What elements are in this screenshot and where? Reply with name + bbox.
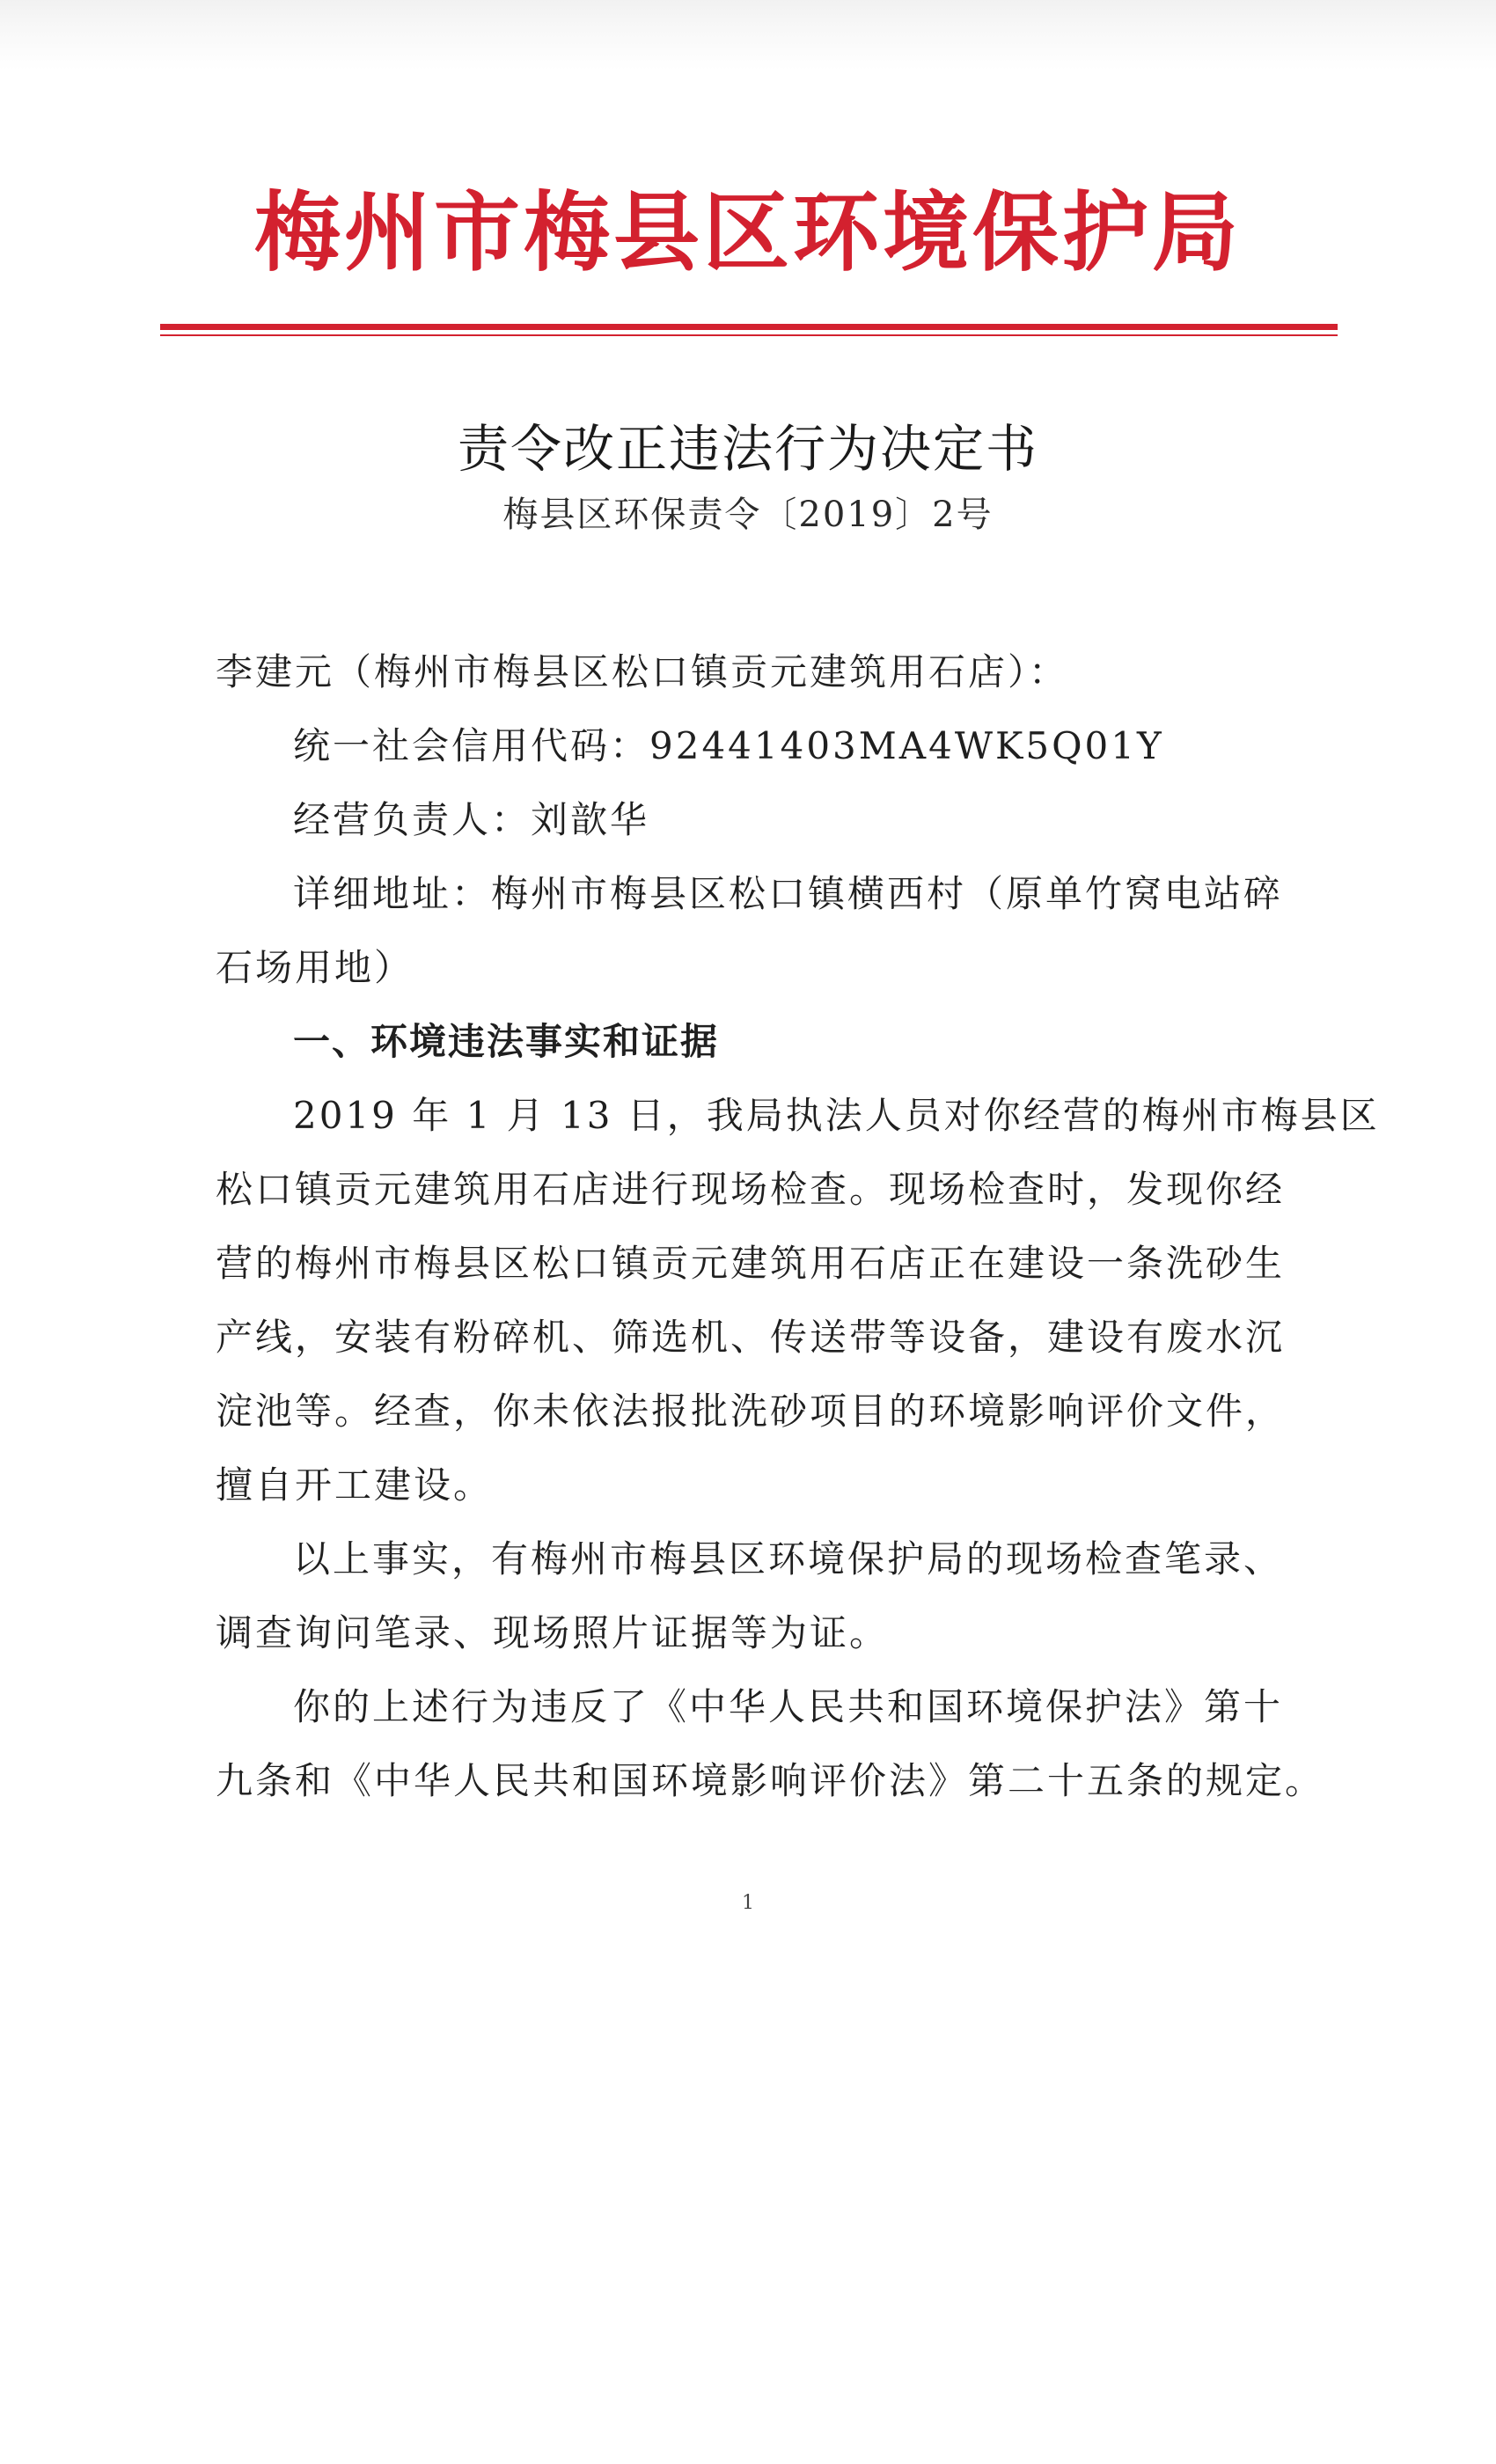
paragraph-line: 淀池等。经查，你未依法报批洗砂项目的环境影响评价文件， (216, 1390, 1286, 1433)
page-number: 1 (742, 1892, 754, 1914)
addressee-line: 李建元（梅州市梅县区松口镇贡元建筑用石店）： (216, 650, 1069, 693)
paragraph-line: 调查询问笔录、现场照片证据等为证。 (216, 1611, 890, 1654)
paragraph-line: 营的梅州市梅县区松口镇贡元建筑用石店正在建设一条洗砂生 (216, 1242, 1286, 1285)
paragraph-line: 松口镇贡元建筑用石店进行现场检查。现场检查时，发现你经 (216, 1168, 1286, 1211)
paragraph-line: 以上事实，有梅州市梅县区环境保护局的现场检查笔录、 (293, 1537, 1284, 1580)
document-title: 责令改正违法行为决定书 (457, 419, 1038, 479)
document-body (216, 635, 1380, 1818)
document-number: 梅县区环保责令〔2019〕2号 (502, 495, 994, 535)
paragraph-line: 擅自开工建设。 (216, 1463, 494, 1507)
section-heading-violation-facts: 一、环境违法事实和证据 (293, 1020, 720, 1063)
address-line-2: 石场用地） (216, 946, 414, 989)
paragraph-line: 九条和《中华人民共和国环境影响评价法》第二十五条的规定。 (216, 1759, 1325, 1802)
issuing-organization-title: 梅州市梅县区环境保护局 (253, 182, 1242, 283)
red-header-rule-thin (160, 334, 1338, 336)
paragraph-line: 2019 年 1 月 13 日，我局执法人员对你经营的梅州市梅县区 (293, 1094, 1380, 1137)
address-line-1: 详细地址：梅州市梅县区松口镇横西村（原单竹窝电站碎 (293, 872, 1284, 915)
scan-edge-shadow (0, 0, 1496, 70)
credit-code-line: 统一社会信用代码：92441403MA4WK5Q01Y (293, 724, 1164, 767)
paragraph-line: 产线，安装有粉碎机、筛选机、传送带等设备，建设有废水沉 (216, 1316, 1286, 1359)
paragraph-line: 你的上述行为违反了《中华人民共和国环境保护法》第十 (293, 1685, 1284, 1728)
manager-line: 经营负责人：刘歆华 (293, 798, 650, 841)
red-header-rule (160, 324, 1338, 330)
